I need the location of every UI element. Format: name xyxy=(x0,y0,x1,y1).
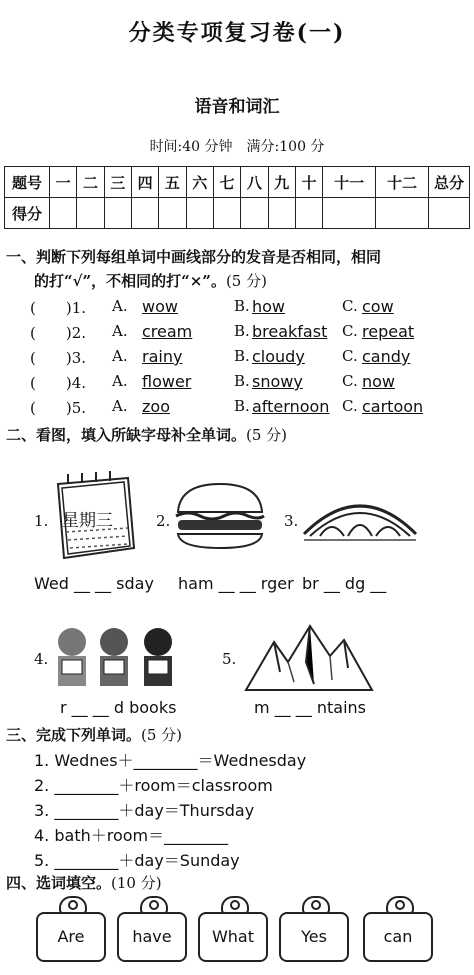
option-c-letter: C. xyxy=(342,347,358,365)
time-score-line: 时间:40 分钟 满分:100 分 xyxy=(149,139,325,155)
section4-heading xyxy=(6,872,162,893)
option-b-letter: B. xyxy=(234,297,250,315)
word-card-yes: Yes xyxy=(279,912,349,962)
page-title: 分类专项复习卷(一) xyxy=(128,20,346,46)
question-number[interactable]: ( )2. xyxy=(30,324,87,342)
score-input-cell[interactable] xyxy=(376,198,429,229)
section1-heading-line2 xyxy=(34,270,267,291)
option-c-word: now xyxy=(362,372,396,391)
score-header-cell: 总分 xyxy=(429,167,470,198)
score-header-cell: 二 xyxy=(77,167,104,198)
question-number[interactable]: ( )5. xyxy=(30,399,87,417)
score-input-cell[interactable] xyxy=(159,198,186,229)
question-number[interactable]: ( )3. xyxy=(30,349,87,367)
section1-heading-line1: 一、判断下列每组单词中画线部分的发音是否相同，相同 xyxy=(6,248,382,266)
option-a-letter: A. xyxy=(112,397,128,415)
option-a-word: rainy xyxy=(142,347,183,366)
section2-points: (5 分) xyxy=(246,426,288,444)
score-input-cell[interactable] xyxy=(323,198,376,229)
word-building-line[interactable]: 1. Wednes＋________＝Wednesday xyxy=(34,751,307,770)
option-a-letter: A. xyxy=(112,372,128,390)
section3-points: (5 分) xyxy=(141,726,183,744)
option-c-letter: C. xyxy=(342,322,358,340)
picture-number: 1. xyxy=(34,512,49,530)
word-card-are: Are xyxy=(36,912,106,962)
score-input-cell[interactable] xyxy=(186,198,213,229)
children-reading-picture xyxy=(50,624,182,690)
word-card-have: have xyxy=(117,912,187,962)
missing-letter-word: r __ __ d books xyxy=(60,698,177,717)
score-header-cell: 三 xyxy=(104,167,131,198)
missing-letter-word: Wed __ __ sday xyxy=(34,574,154,593)
option-b-word: cloudy xyxy=(252,347,305,366)
word-card-can: can xyxy=(363,912,433,962)
missing-letter-word: br __ dg __ xyxy=(302,574,387,593)
score-input-cell[interactable] xyxy=(77,198,104,229)
mountains-picture xyxy=(244,622,374,692)
option-a-word: wow xyxy=(142,297,178,316)
section3-heading xyxy=(6,724,182,745)
score-input-cell[interactable] xyxy=(268,198,295,229)
option-b-word: afternoon xyxy=(252,397,330,416)
option-c-letter: C. xyxy=(342,372,358,390)
section4-points: (10 分) xyxy=(111,874,162,892)
option-c-word: cow xyxy=(362,297,394,316)
score-header-cell: 五 xyxy=(159,167,186,198)
score-header-cell: 八 xyxy=(241,167,268,198)
option-b-word: breakfast xyxy=(252,322,328,341)
section1-heading-text: 的打“√”，不相同的打“×”。 xyxy=(34,272,226,290)
word-building-line[interactable]: 3. ________＋day＝Thursday xyxy=(34,801,255,820)
score-header-cell: 七 xyxy=(213,167,240,198)
option-b-word: how xyxy=(252,297,286,316)
picture-number: 3. xyxy=(284,512,299,530)
option-c-letter: C. xyxy=(342,397,358,415)
bridge-picture xyxy=(300,484,420,546)
option-a-word: cream xyxy=(142,322,193,341)
score-input-cell[interactable] xyxy=(131,198,158,229)
missing-letter-word: m __ __ ntains xyxy=(254,698,366,717)
word-card-what: What xyxy=(198,912,268,962)
score-input-cell[interactable] xyxy=(241,198,268,229)
section2-heading xyxy=(6,424,287,445)
option-a-word: flower xyxy=(142,372,192,391)
score-row-label: 得分 xyxy=(5,198,50,229)
option-c-word: repeat xyxy=(362,322,415,341)
score-input-cell[interactable] xyxy=(213,198,240,229)
section2-heading-text: 二、看图，填入所缺字母补全单词。 xyxy=(6,426,247,444)
question-row xyxy=(6,322,466,346)
score-input-cell[interactable] xyxy=(50,198,77,229)
option-b-word: snowy xyxy=(252,372,303,391)
score-header-cell: 十一 xyxy=(323,167,376,198)
question-row xyxy=(6,347,466,371)
option-b-letter: B. xyxy=(234,397,250,415)
score-header-cell: 九 xyxy=(268,167,295,198)
option-c-letter: C. xyxy=(342,297,358,315)
question-row xyxy=(6,297,466,321)
question-number[interactable]: ( )4. xyxy=(30,374,87,392)
score-input-cell[interactable] xyxy=(104,198,131,229)
word-building-line[interactable]: 5. ________＋day＝Sunday xyxy=(34,851,240,870)
score-input-cell[interactable] xyxy=(295,198,322,229)
score-table-score-row xyxy=(5,198,470,229)
picture-number: 5. xyxy=(222,650,237,668)
score-header-cell: 十 xyxy=(295,167,322,198)
option-c-word: candy xyxy=(362,347,411,366)
option-b-letter: B. xyxy=(234,372,250,390)
section3-heading-text: 三、完成下列单词。 xyxy=(6,726,142,744)
question-number[interactable]: ( )1. xyxy=(30,299,87,317)
score-header-cell: 四 xyxy=(131,167,158,198)
score-table xyxy=(4,166,470,229)
score-header-cell: 六 xyxy=(186,167,213,198)
question-row xyxy=(6,372,466,396)
score-header-cell: 题号 xyxy=(5,167,50,198)
option-c-word: cartoon xyxy=(362,397,424,416)
word-building-line[interactable]: 4. bath＋room＝________ xyxy=(34,826,229,845)
option-b-letter: B. xyxy=(234,347,250,365)
hamburger-picture xyxy=(172,480,268,552)
section4-heading-text: 四、选词填空。 xyxy=(6,874,112,892)
option-a-letter: A. xyxy=(112,347,128,365)
picture-number: 2. xyxy=(156,512,171,530)
calendar-label: 星期三 xyxy=(62,511,113,531)
word-building-line[interactable]: 2. ________＋room＝classroom xyxy=(34,776,273,795)
picture-number: 4. xyxy=(34,650,49,668)
missing-letter-word: ham __ __ rger xyxy=(178,574,294,593)
score-header-cell: 十二 xyxy=(376,167,429,198)
score-header-cell: 一 xyxy=(50,167,77,198)
option-a-word: zoo xyxy=(142,397,170,416)
section1-points: (5 分) xyxy=(225,272,267,290)
page-subtitle: 语音和词汇 xyxy=(194,97,280,117)
score-table-header-row xyxy=(5,167,470,198)
option-a-letter: A. xyxy=(112,297,128,315)
option-b-letter: B. xyxy=(234,322,250,340)
option-a-letter: A. xyxy=(112,322,128,340)
question-row xyxy=(6,397,466,421)
score-input-cell[interactable] xyxy=(429,198,470,229)
